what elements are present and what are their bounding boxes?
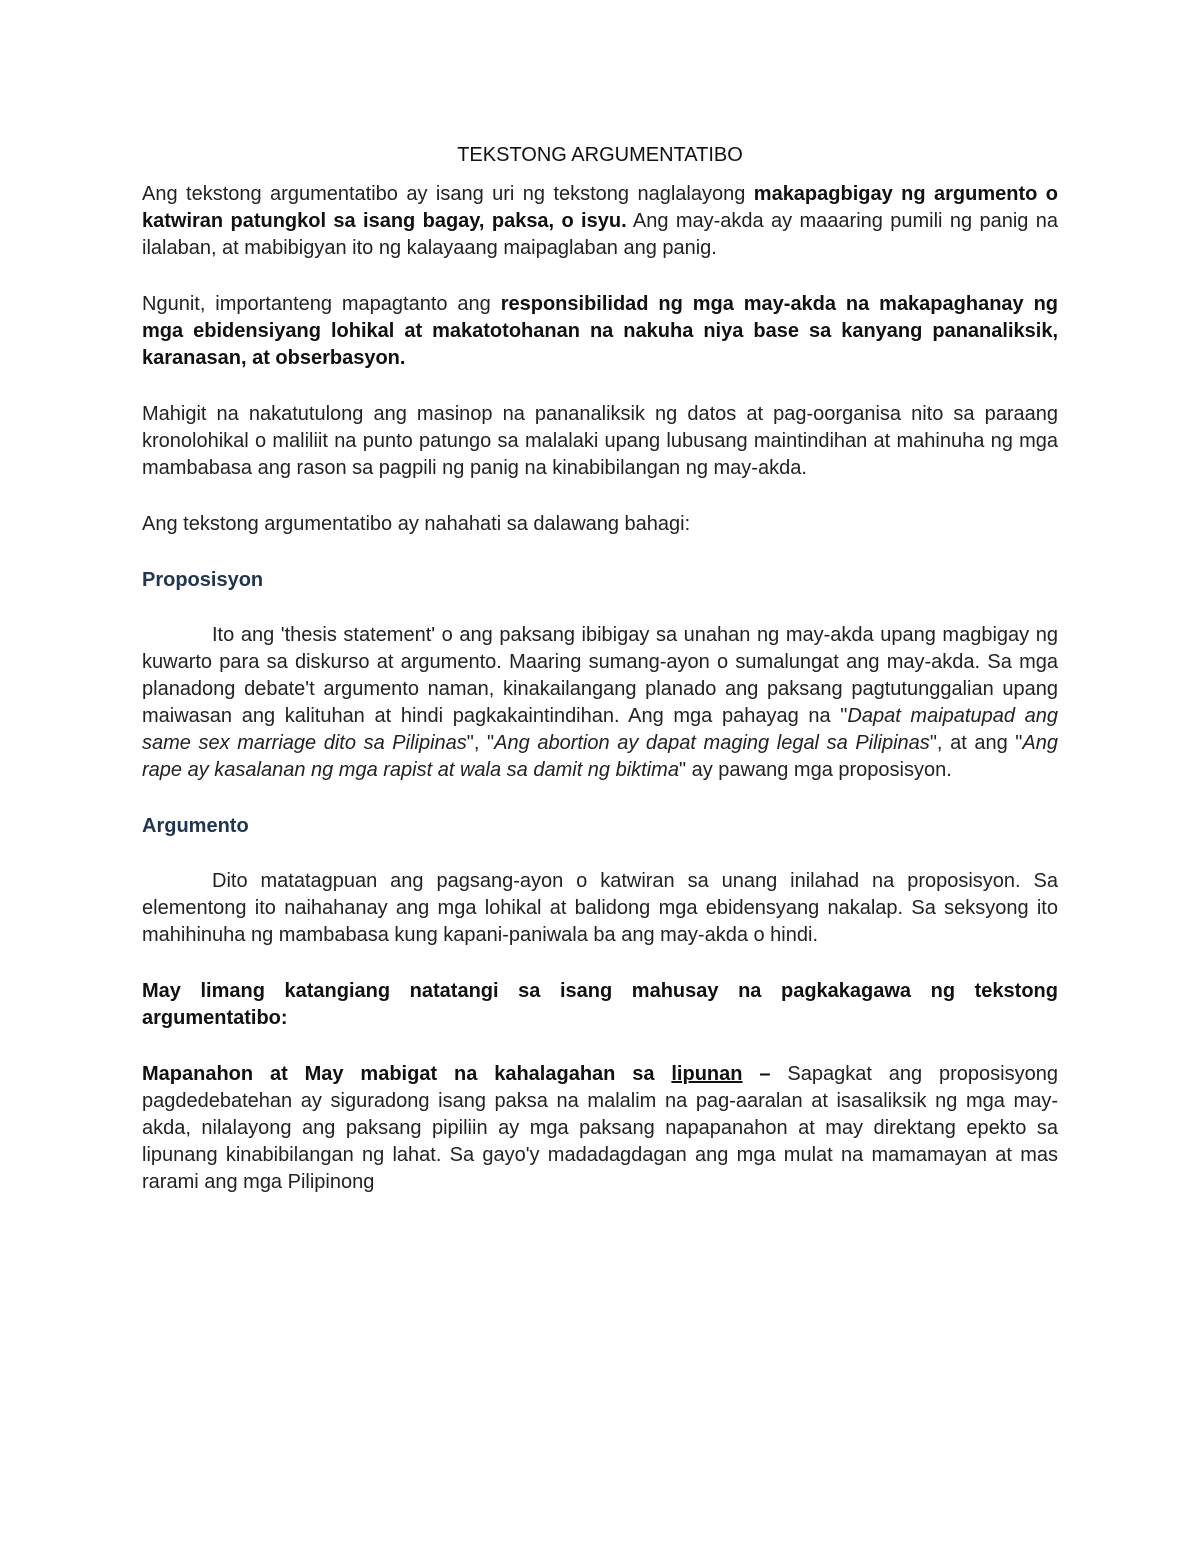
research-paragraph: Mahigit na nakatutulong ang masinop na pananaliksik ng datos at pag-oorganisa nito sa paraang kronolohikal o maliliit na punto patungo sa malalaki upang lubusang maintindihan at mahinuha ng mga mambabasa ang rason sa pagpili ng panig na kinabibilangan ng may-akda.: [142, 403, 1058, 479]
intro-paragraph: [142, 181, 1058, 262]
section-heading-argumento: Argumento: [142, 815, 249, 837]
intro-text-c: Ang may-akda ay maaaring pumili ng panig na ilalaban, at mabibigyan ito ng kalayaang maipaglaban ang panig.: [142, 210, 1058, 259]
responsibility-bold-text: responsibilidad ng mga may-akda na makapaghanay ng mga ebidensiyang lohikal at makatotohanan na nakuha niya base sa kanyang pananaliksik, karanasan, at obserbasyon.: [142, 293, 1058, 369]
section-heading-proposisyon: Proposisyon: [142, 569, 264, 591]
proposisyon-text-c: ", at ang ": [929, 732, 1023, 754]
proposisyon-paragraph: [142, 622, 1058, 784]
responsibility-paragraph: [142, 291, 1058, 372]
proposisyon-example-1: Dapat maipatupad ang same sex marriage dito sa Pilipinas: [142, 705, 1058, 754]
intro-bold-text: makapagbigay ng argumento o katwiran patungkol sa isang bagay, paksa, o isyu.: [142, 183, 1058, 232]
parts-paragraph: Ang tekstong argumentatibo ay nahahati sa dalawang bahagi:: [142, 513, 691, 535]
proposisyon-example-3: Ang rape ay kasalanan ng mga rapist at wala sa damit ng biktima: [142, 732, 1058, 781]
responsibility-text-a: Ngunit, importanteng mapagtanto ang: [142, 293, 501, 315]
argumento-paragraph: Dito matatagpuan ang pagsang-ayon o katwiran sa unang inilahad na proposisyon. Sa elementong ito naihahanay ang mga lohikal at balidong mga ebidensyang nakalap. Sa seksyong ito mahihinuha ng mambabasa kung kapani-paniwala ba ang may-akda o hindi.: [142, 870, 1058, 946]
proposisyon-example-2: Ang abortion ay dapat maging legal sa Pilipinas: [494, 732, 930, 754]
item-1-title: Mapanahon at May mabigat na kahalagahan sa: [142, 1063, 672, 1085]
proposisyon-text-d: " ay pawang mga proposisyon.: [678, 759, 952, 781]
proposisyon-text-a: Ito ang 'thesis statement' o ang paksang ibibigay sa unahan ng may-akda upang magbigay ng kuwarto para sa diskurso at argumento. Maaring sumang-ayon o sumalungat ang may-akda. Sa mga planadong debate't argumento naman, kinakailangang planado ang paksang pagtutunggalian upang maiwasan ang kalituhan at hindi pagkakaintindihan. Ang mga pahayag na ": [142, 624, 1058, 727]
proposisyon-text-b: ", ": [466, 732, 495, 754]
document-title: TEKSTONG ARGUMENTATIBO: [457, 144, 743, 166]
item-1-dash: –: [742, 1063, 788, 1085]
item-1-text: Sapagkat ang proposisyong pagdedebatehan ay siguradong isang paksa na malalim na pag-aaralan at isasaliksik ng mga may-akda, nilalayong ang paksang pipiliin ay mga paksang napapanahon at may direktang epekto sa lipunang kinabibilangan ng lahat. Sa gayo'y madadagdagan ang mga mulat na mamamayan at mas rarami ang mga Pilipinong: [142, 1063, 1058, 1193]
characteristic-item-1: [142, 1061, 1058, 1196]
intro-text-a: Ang tekstong argumentatibo ay isang uri ng tekstong naglalayong: [142, 183, 754, 205]
characteristics-heading: May limang katangiang natatangi sa isang mahusay na pagkakagawa ng tekstong argumentatibo:: [142, 980, 1058, 1029]
lipunan-link[interactable]: lipunan: [671, 1063, 743, 1085]
